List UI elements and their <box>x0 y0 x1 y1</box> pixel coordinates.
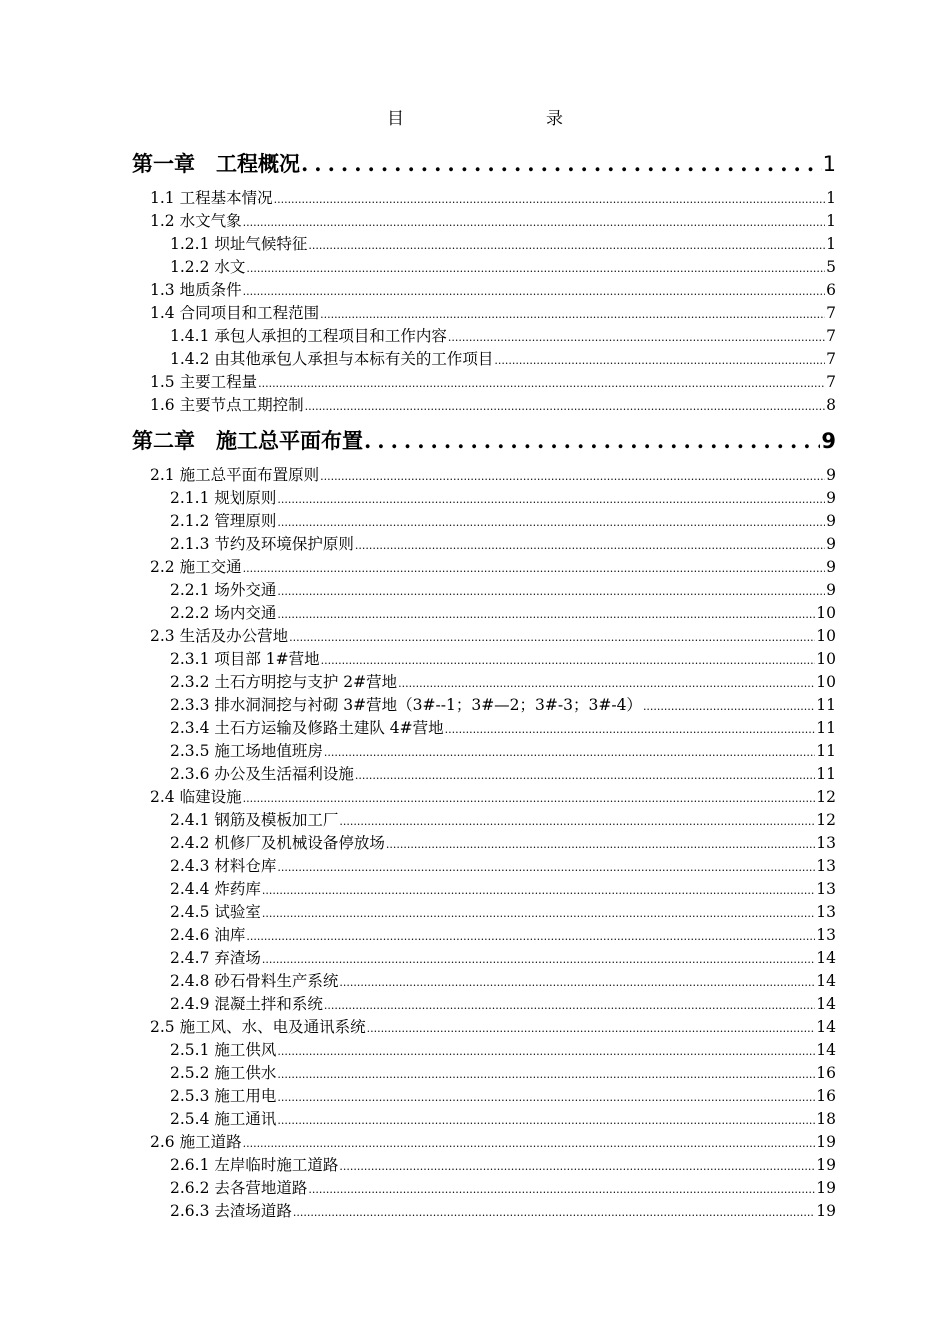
toc-page-number: 11 <box>816 719 836 737</box>
toc-page-number: 14 <box>816 1018 836 1036</box>
toc-entry-title: 2.5.3 施工用电 <box>170 1087 277 1105</box>
toc-dot-leader <box>262 907 815 920</box>
toc-dot-leader <box>320 470 825 483</box>
toc-entry-title: 2.3.2 土石方明挖与支护 2#营地 <box>170 673 398 691</box>
toc-dot-leader <box>308 1183 815 1196</box>
toc-section-entry[interactable] <box>150 278 836 300</box>
toc-section-entry[interactable] <box>170 1061 836 1083</box>
toc-section-entry[interactable] <box>170 739 836 761</box>
toc-section-entry[interactable] <box>170 808 836 830</box>
toc-section-entry[interactable] <box>170 854 836 876</box>
toc-dot-leader <box>274 193 826 206</box>
toc-dot-leader <box>364 428 820 453</box>
toc-entry-title: 2.4.2 机修厂及机械设备停放场 <box>170 834 385 852</box>
toc-page-number: 9 <box>826 558 836 576</box>
toc-dot-leader <box>289 631 815 644</box>
toc-section-entry[interactable] <box>150 1130 836 1152</box>
toc-dot-leader <box>355 539 825 552</box>
toc-dot-leader <box>448 331 825 344</box>
toc-dot-leader <box>277 1045 815 1058</box>
toc-section-entry[interactable] <box>170 1038 836 1060</box>
toc-page-number: 8 <box>826 396 836 414</box>
toc-section-entry[interactable] <box>170 923 836 945</box>
toc-entry-title: 1.4.1 承包人承担的工程项目和工作内容 <box>170 327 447 345</box>
toc-page-number: 1 <box>822 152 836 176</box>
toc-section-entry[interactable] <box>170 716 836 738</box>
toc-dot-leader <box>386 838 815 851</box>
toc-dot-leader <box>277 516 825 529</box>
toc-entry-title: 2.3.3 排水洞洞挖与衬砌 3#营地（3#--1；3#—2；3#-3；3#-4） <box>170 696 642 714</box>
toc-dot-leader <box>320 308 825 321</box>
toc-section-entry[interactable] <box>150 463 836 485</box>
toc-dot-leader <box>246 930 815 943</box>
toc-entry-title: 2.2 施工交通 <box>150 558 242 576</box>
toc-dot-leader <box>339 976 815 989</box>
toc-page-number: 13 <box>816 834 836 852</box>
toc-entry-title: 2.4.7 弃渣场 <box>170 949 261 967</box>
toc-section-entry[interactable] <box>170 324 836 346</box>
toc-entry-title: 1.5 主要工程量 <box>150 373 258 391</box>
toc-section-entry[interactable] <box>150 624 836 646</box>
toc-dot-leader <box>367 1022 816 1035</box>
toc-dot-leader <box>277 585 825 598</box>
toc-entry-title: 2.6.3 去渣场道路 <box>170 1202 292 1220</box>
toc-dot-leader <box>243 285 826 298</box>
toc-page-number: 7 <box>826 327 836 345</box>
toc-page-number: 11 <box>816 742 836 760</box>
toc-entry-title: 2.3.1 项目部 1#营地 <box>170 650 320 668</box>
toc-dot-leader <box>324 999 815 1012</box>
toc-page-number: 10 <box>816 673 836 691</box>
toc-dot-leader <box>293 1206 815 1219</box>
toc-page-number: 19 <box>816 1156 836 1174</box>
toc-dot-leader <box>277 1068 815 1081</box>
toc-section-entry[interactable] <box>170 1176 836 1198</box>
toc-section-entry[interactable] <box>170 255 836 277</box>
toc-section-entry[interactable] <box>170 1153 836 1175</box>
toc-dot-leader <box>494 354 825 367</box>
toc-section-entry[interactable] <box>170 877 836 899</box>
toc-section-entry[interactable] <box>170 1199 836 1221</box>
toc-section-entry[interactable] <box>170 831 836 853</box>
toc-dot-leader <box>321 654 816 667</box>
toc-page-number: 6 <box>826 281 836 299</box>
toc-page-number: 12 <box>816 811 836 829</box>
toc-dot-leader <box>277 1091 815 1104</box>
toc-entry-title: 2.4.5 试验室 <box>170 903 261 921</box>
toc-dot-leader <box>445 723 816 736</box>
toc-page-number: 9 <box>821 429 836 453</box>
toc-entry-title: 2.3 生活及办公营地 <box>150 627 289 645</box>
toc-entry-title: 2.2.1 场外交通 <box>170 581 277 599</box>
toc-page-number: 7 <box>826 373 836 391</box>
toc-entry-title: 2.5.2 施工供水 <box>170 1064 277 1082</box>
toc-entry-title: 1.1 工程基本情况 <box>150 189 273 207</box>
toc-page-number: 7 <box>826 304 836 322</box>
toc-dot-leader <box>277 861 815 874</box>
toc-section-entry[interactable] <box>170 647 836 669</box>
toc-entry-title: 1.4 合同项目和工程范围 <box>150 304 320 322</box>
toc-entry-title: 2.3.5 施工场地值班房 <box>170 742 323 760</box>
toc-page-number: 10 <box>816 650 836 668</box>
toc-entry-title: 2.3.4 土石方运输及修路土建队 4#营地 <box>170 719 444 737</box>
toc-entry-title: 2.1.3 节约及环境保护原则 <box>170 535 354 553</box>
toc-dot-leader <box>258 377 825 390</box>
toc-page-number: 9 <box>826 512 836 530</box>
toc-section-entry[interactable] <box>170 347 836 369</box>
toc-page-number: 19 <box>816 1179 836 1197</box>
toc-dot-leader <box>339 1160 815 1173</box>
toc-page-number: 7 <box>826 350 836 368</box>
toc-page-number: 9 <box>826 489 836 507</box>
toc-page-number: 19 <box>816 1133 836 1151</box>
toc-dot-leader <box>243 1137 816 1150</box>
toc-page-number: 14 <box>816 949 836 967</box>
toc-page-number: 10 <box>816 627 836 645</box>
toc-dot-leader <box>277 1114 815 1127</box>
toc-entry-title: 1.3 地质条件 <box>150 281 242 299</box>
toc-entry-title: 2.4.8 砂石骨料生产系统 <box>170 972 339 990</box>
toc-page-number: 13 <box>816 857 836 875</box>
toc-dot-leader <box>355 769 815 782</box>
toc-entry-title: 1.2.2 水文 <box>170 258 246 276</box>
toc-page-number: 9 <box>826 581 836 599</box>
toc-section-entry[interactable] <box>150 393 836 415</box>
toc-page-number: 9 <box>826 535 836 553</box>
toc-section-entry[interactable] <box>150 555 836 577</box>
toc-dot-leader <box>243 792 816 805</box>
toc-section-entry[interactable] <box>170 532 836 554</box>
toc-section-entry[interactable] <box>150 1015 836 1037</box>
toc-dot-leader <box>308 239 825 252</box>
toc-section-entry[interactable] <box>170 693 836 715</box>
toc-section-entry[interactable] <box>170 601 836 623</box>
toc-section-entry[interactable] <box>170 232 836 254</box>
toc-section-entry[interactable] <box>170 900 836 922</box>
toc-page-number: 13 <box>816 880 836 898</box>
toc-dot-leader <box>277 608 815 621</box>
toc-page-number: 14 <box>816 995 836 1013</box>
toc-title: 目 录 <box>387 109 599 129</box>
toc-entry-title: 2.1.1 规划原则 <box>170 489 277 507</box>
toc-dot-leader <box>262 953 815 966</box>
toc-entry-title: 2.5.4 施工通讯 <box>170 1110 277 1128</box>
toc-entry-title: 1.6 主要节点工期控制 <box>150 396 304 414</box>
toc-entry-title: 2.5 施工风、水、电及通讯系统 <box>150 1018 366 1036</box>
toc-entry-title: 2.4.9 混凝土拌和系统 <box>170 995 323 1013</box>
toc-section-entry[interactable] <box>170 486 836 508</box>
toc-entry-title: 2.4.4 炸药库 <box>170 880 261 898</box>
toc-section-entry[interactable] <box>170 578 836 600</box>
toc-section-entry[interactable] <box>170 992 836 1014</box>
toc-section-entry[interactable] <box>150 186 836 208</box>
toc-page-number: 10 <box>816 604 836 622</box>
toc-section-entry[interactable] <box>170 670 836 692</box>
toc-section-entry[interactable] <box>170 762 836 784</box>
toc-section-entry[interactable] <box>170 969 836 991</box>
toc-entry-title: 2.1 施工总平面布置原则 <box>150 466 320 484</box>
toc-entry-title: 2.5.1 施工供风 <box>170 1041 277 1059</box>
toc-page-number: 13 <box>816 903 836 921</box>
toc-entry-title: 2.3.6 办公及生活福利设施 <box>170 765 354 783</box>
toc-page-number: 11 <box>816 696 836 714</box>
toc-page-number: 18 <box>816 1110 836 1128</box>
toc-page-number: 1 <box>826 235 836 253</box>
toc-dot-leader <box>243 562 826 575</box>
toc-entry-title: 1.4.2 由其他承包人承担与本标有关的工作项目 <box>170 350 494 368</box>
toc-page-number: 5 <box>826 258 836 276</box>
toc-section-entry[interactable] <box>150 785 836 807</box>
toc-chapter-entry[interactable] <box>132 148 836 178</box>
toc-dot-leader <box>262 884 815 897</box>
toc-section-entry[interactable] <box>150 301 836 323</box>
toc-section-entry[interactable] <box>170 946 836 968</box>
toc-entry-title: 2.4 临建设施 <box>150 788 242 806</box>
toc-page-number: 16 <box>816 1087 836 1105</box>
toc-page-number: 1 <box>826 189 836 207</box>
toc-dot-leader <box>643 700 815 713</box>
toc-section-entry[interactable] <box>150 370 836 392</box>
toc-dot-leader <box>277 493 825 506</box>
toc-dot-leader <box>301 151 822 176</box>
toc-page-number: 12 <box>816 788 836 806</box>
toc-entry-title: 第一章 工程概况 <box>132 152 300 176</box>
toc-entry-title: 2.4.1 钢筋及模板加工厂 <box>170 811 339 829</box>
toc-page-number: 1 <box>826 212 836 230</box>
toc-section-entry[interactable] <box>170 1084 836 1106</box>
toc-dot-leader <box>305 400 826 413</box>
toc-entry-title: 第二章 施工总平面布置 <box>132 429 363 453</box>
toc-entry-title: 2.4.3 材料仓库 <box>170 857 277 875</box>
toc-page-number: 13 <box>816 926 836 944</box>
toc-dot-leader <box>246 262 825 275</box>
toc-dot-leader <box>339 815 815 828</box>
toc-page-number: 16 <box>816 1064 836 1082</box>
toc-entry-title: 2.2.2 场内交通 <box>170 604 277 622</box>
toc-page-number: 9 <box>826 466 836 484</box>
toc-section-entry[interactable] <box>170 1107 836 1129</box>
toc-dot-leader <box>324 746 815 759</box>
toc-page-number: 14 <box>816 1041 836 1059</box>
toc-chapter-entry[interactable] <box>132 425 836 455</box>
toc-entry-title: 2.4.6 油库 <box>170 926 246 944</box>
toc-entry-title: 2.6.2 去各营地道路 <box>170 1179 308 1197</box>
toc-entry-title: 1.2 水文气象 <box>150 212 242 230</box>
toc-entry-title: 2.1.2 管理原则 <box>170 512 277 530</box>
toc-dot-leader <box>243 216 826 229</box>
toc-page-number: 11 <box>816 765 836 783</box>
toc-page-number: 14 <box>816 972 836 990</box>
toc-entry-title: 1.2.1 坝址气候特征 <box>170 235 308 253</box>
toc-section-entry[interactable] <box>150 209 836 231</box>
toc-entry-title: 2.6 施工道路 <box>150 1133 242 1151</box>
toc-entry-title: 2.6.1 左岸临时施工道路 <box>170 1156 339 1174</box>
toc-dot-leader <box>398 677 815 690</box>
toc-section-entry[interactable] <box>170 509 836 531</box>
toc-page-number: 19 <box>816 1202 836 1220</box>
